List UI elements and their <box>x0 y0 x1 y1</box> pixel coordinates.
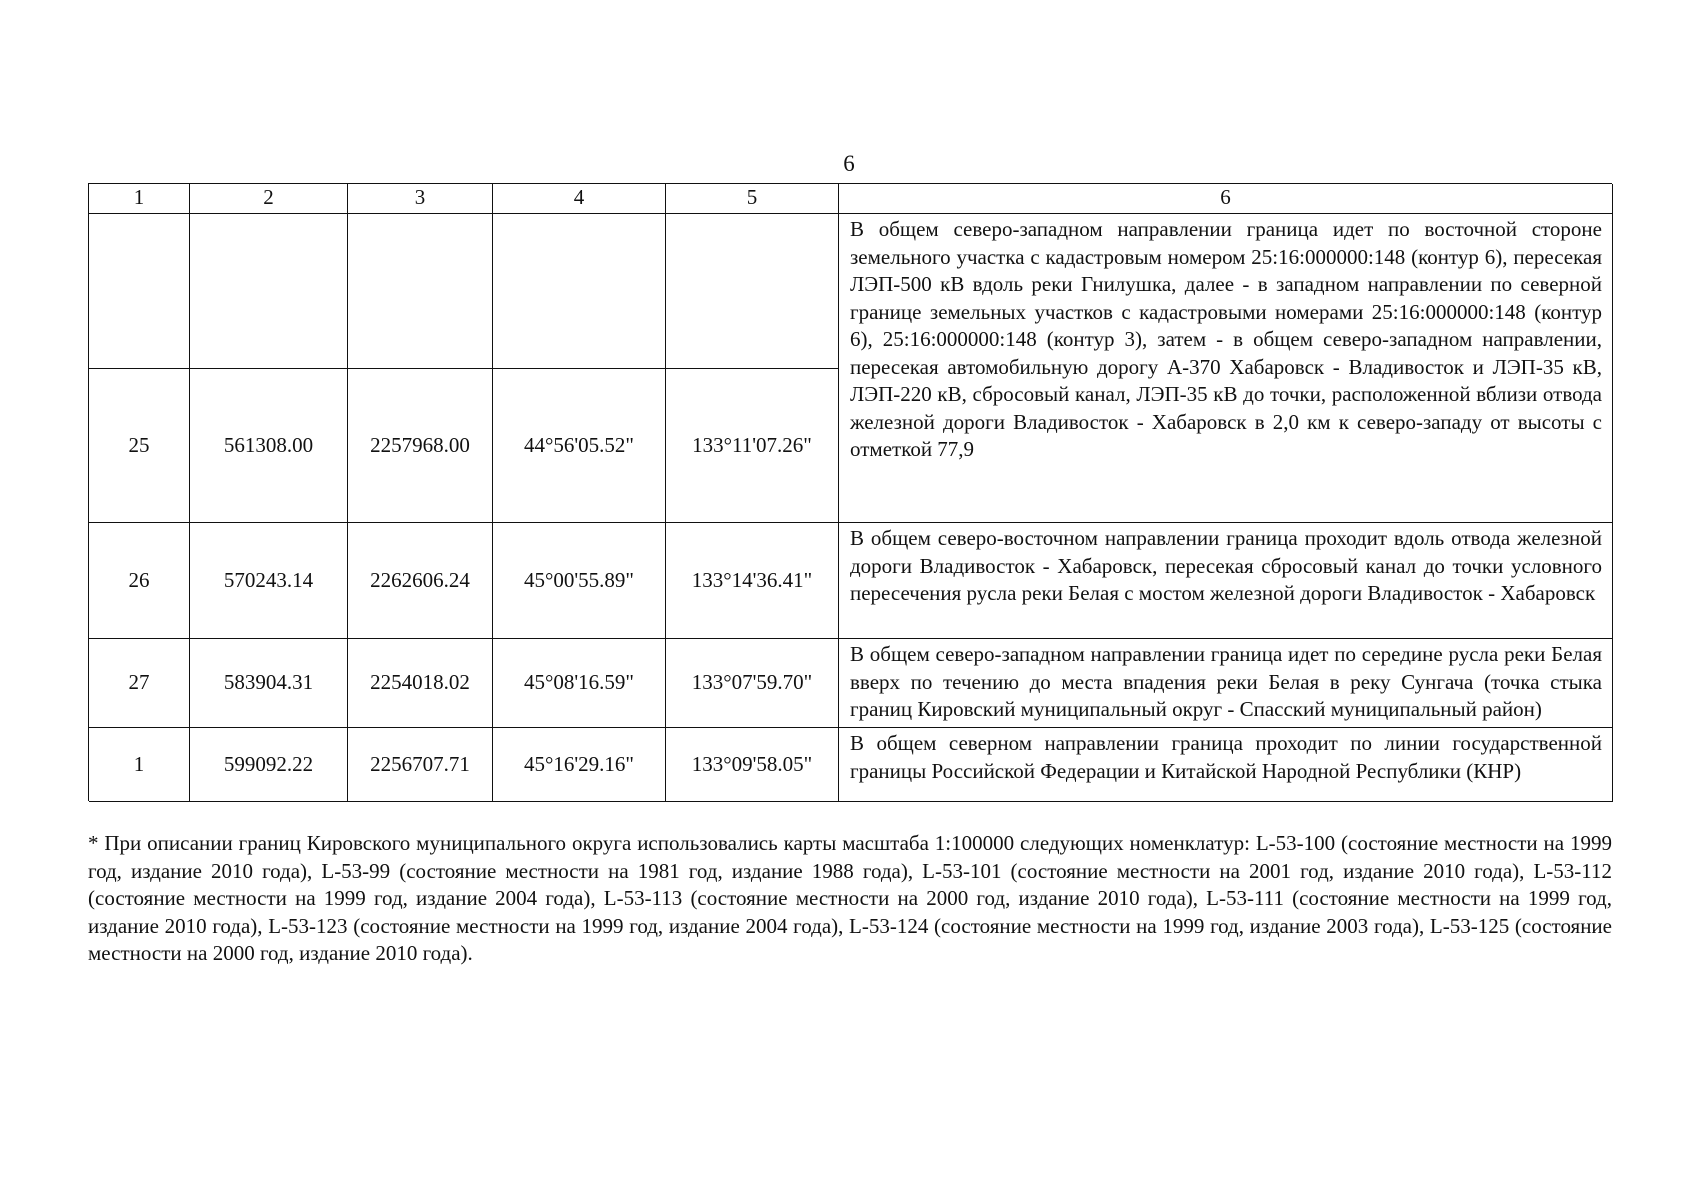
column-header-4: 4 <box>493 184 666 214</box>
latitude: 44°56'05.52" <box>493 369 666 523</box>
empty-cell <box>190 214 348 369</box>
point-number: 25 <box>89 369 190 523</box>
boundary-points-table <box>88 183 1612 801</box>
column-header-6: 6 <box>839 184 1613 214</box>
coord-y: 2257968.00 <box>348 369 493 523</box>
coord-x: 570243.14 <box>190 523 348 639</box>
longitude: 133°14'36.41" <box>666 523 839 639</box>
latitude: 45°16'29.16" <box>493 728 666 802</box>
coord-x: 599092.22 <box>190 728 348 802</box>
longitude: 133°11'07.26" <box>666 369 839 523</box>
coord-x: 561308.00 <box>190 369 348 523</box>
empty-cell <box>666 214 839 369</box>
column-header-3: 3 <box>348 184 493 214</box>
longitude: 133°07'59.70" <box>666 639 839 728</box>
point-number: 27 <box>89 639 190 728</box>
coord-y: 2262606.24 <box>348 523 493 639</box>
point-number: 1 <box>89 728 190 802</box>
footnote: * При описании границ Кировского муниципального округа использовались карты масштаба 1:100000 следующих номенклатур: L-53-100 (состояние местности на 1999 год, издание 2010 года), L-53-99 (состояние местности на 1981 год, издание 1988 года), L-53-101 (состояние местности на 2001 год, издание 2010 года), L-53-112 (состояние местности на 1999 год, издание 2004 года), L-53-113 (состояние местности на 2000 год, издание 2010 года), L-53-111 (состояние местности на 1999 год, издание 2010 года), L-53-123 (состояние местности на 1999 год, издание 2004 года), L-53-124 (состояние местности на 1999 год, издание 2003 года), L-53-125 (состояние местности на 2000 год, издание 2010 года). <box>88 831 1612 965</box>
boundary-description: В общем северо-восточном направлении граница проходит вдоль отвода железной дороги Владивосток - Хабаровск, пересекая сбросовый канал до точки условного пересечения русла реки Белая с мостом железной дороги Владивосток - Хабаровск <box>839 523 1613 639</box>
empty-cell <box>493 214 666 369</box>
coord-x: 583904.31 <box>190 639 348 728</box>
latitude: 45°08'16.59" <box>493 639 666 728</box>
coord-y: 2256707.71 <box>348 728 493 802</box>
coord-y: 2254018.02 <box>348 639 493 728</box>
latitude: 45°00'55.89" <box>493 523 666 639</box>
column-header-1: 1 <box>89 184 190 214</box>
boundary-description: В общем северо-западном направлении граница идет по восточной стороне земельного участка с кадастровым номером 25:16:000000:148 (контур 6), пересекая ЛЭП-500 кВ вдоль реки Гнилушка, далее - в западном направлении по северной границе земельных участков с кадастровыми номерами 25:16:000000:148 (контур 6), 25:16:000000:148 (контур 3), затем - в общем северо-западном направлении, пересекая автомобильную дорогу А-370 Хабаровск - Владивосток и ЛЭП-35 кВ, ЛЭП-220 кВ, сбросовый канал, ЛЭП-35 кВ до точки, расположенной вблизи отвода железной дороги Владивосток - Хабаровск в 2,0 км к северо-западу от высоты с отметкой 77,9 <box>839 214 1613 523</box>
column-header-2: 2 <box>190 184 348 214</box>
longitude: 133°09'58.05" <box>666 728 839 802</box>
empty-cell <box>348 214 493 369</box>
column-header-5: 5 <box>666 184 839 214</box>
page-number: 6 <box>843 151 855 176</box>
boundary-description: В общем северном направлении граница проходит по линии государственной границы Российской Федерации и Китайской Народной Республики (КНР) <box>839 728 1613 802</box>
point-number: 26 <box>89 523 190 639</box>
boundary-description: В общем северо-западном направлении граница идет по середине русла реки Белая вверх по течению до места впадения реки Белая в реку Сунгача (точка стыка границ Кировский муниципальный округ - Спасский муниципальный район) <box>839 639 1613 728</box>
empty-cell <box>89 214 190 369</box>
